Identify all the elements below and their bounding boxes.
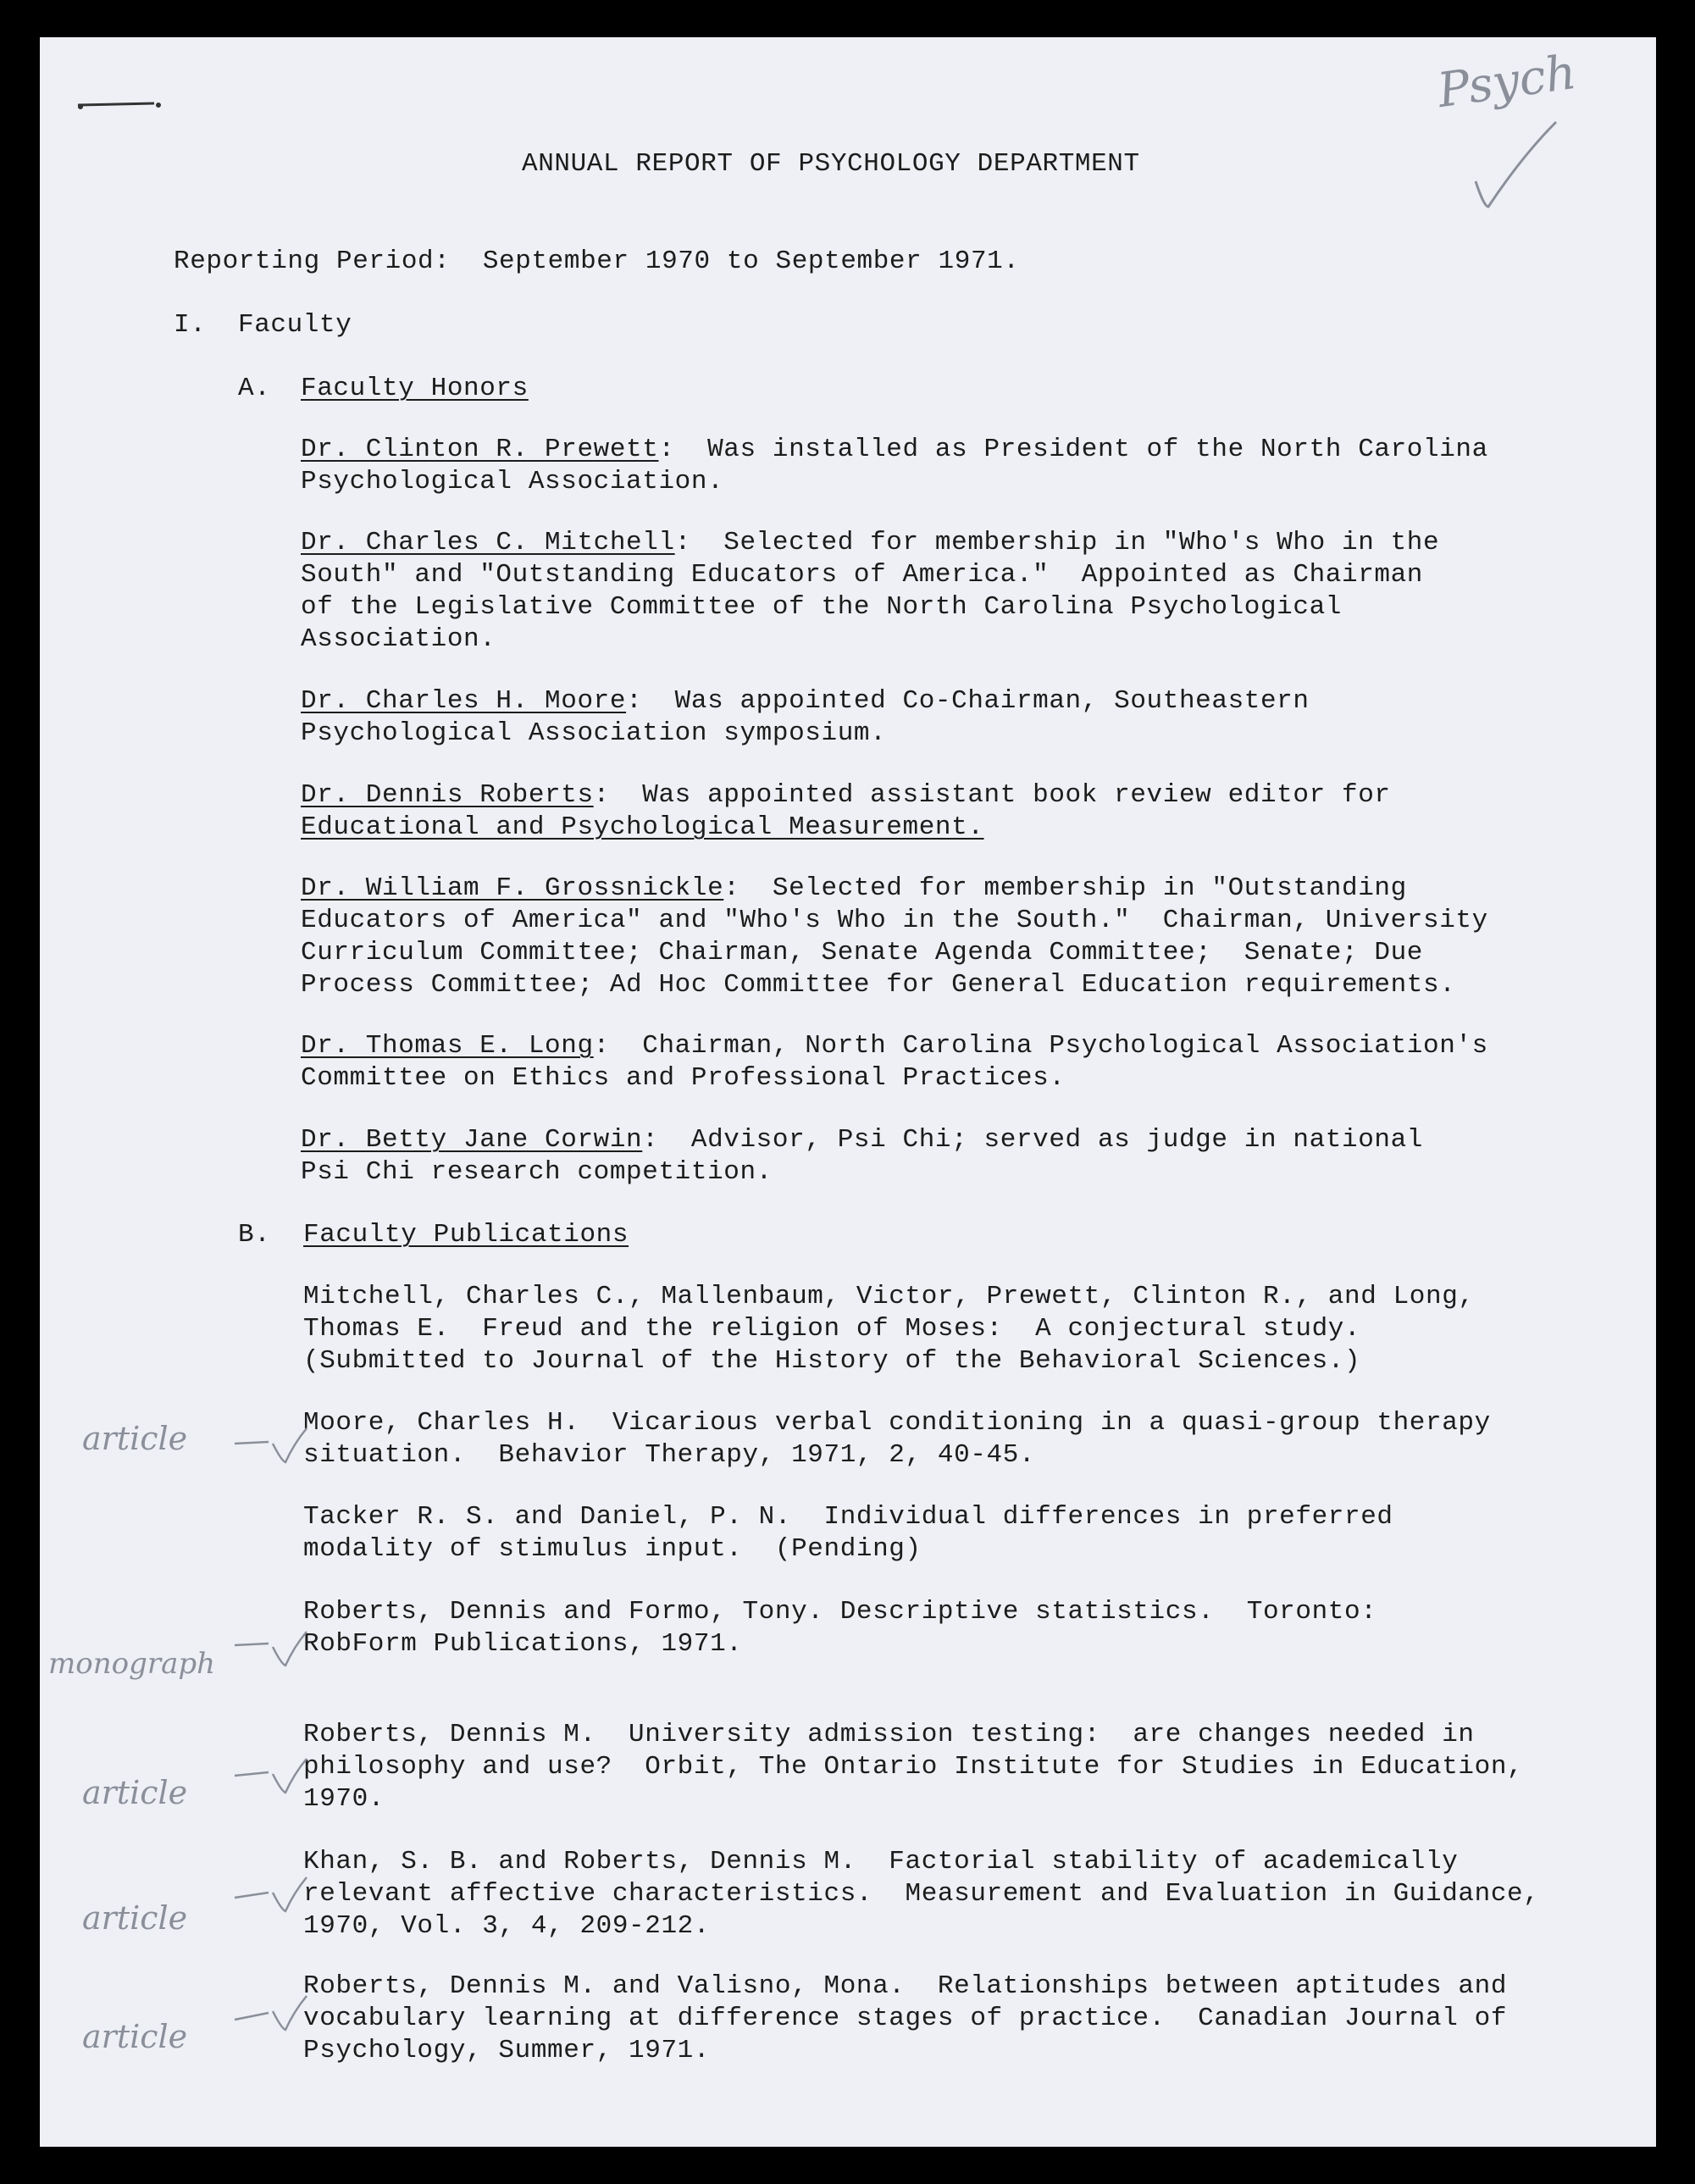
faculty-name: Dr. Dennis Roberts [301, 780, 594, 810]
subsection-heading: Faculty Honors [301, 374, 529, 403]
entry-text: : Selected for membership in "Outstanding [723, 873, 1407, 903]
reporting-period: Reporting Period: September 1970 to September 1971. [174, 247, 1020, 276]
margin-note: article [82, 1899, 188, 1937]
entry-text: 1970. [303, 1784, 385, 1814]
entry-text: Psi Chi research competition. [301, 1157, 773, 1187]
checkmark-icon [1471, 114, 1565, 215]
entry-text: Educators of America" and "Who's Who in the South." Chairman, University [301, 906, 1488, 935]
entry-text: : Advisor, Psi Chi; served as judge in national [642, 1125, 1424, 1155]
page-title: ANNUAL REPORT OF PSYCHOLOGY DEPARTMENT [522, 149, 1140, 179]
margin-note: article [82, 1774, 188, 1811]
entry-text: vocabulary learning at difference stages of practice. Canadian Journal of [303, 2004, 1508, 2033]
section-number: I. [174, 310, 207, 340]
entry-text: Mitchell, Charles C., Mallenbaum, Victor, Prewett, Clinton R., and Long, [303, 1282, 1475, 1311]
margin-note: monograph [48, 1647, 216, 1681]
entry-text: : Chairman, North Carolina Psychological Association's [593, 1031, 1488, 1061]
margin-note: article [82, 1420, 188, 1457]
entry-text: RobForm Publications, 1971. [303, 1629, 743, 1659]
entry-text: philosophy and use? Orbit, The Ontario Institute for Studies in Education, [303, 1752, 1524, 1782]
faculty-name: Dr. Charles H. Moore [301, 686, 627, 716]
subsection-letter: B. [238, 1220, 271, 1250]
entry-text: Tacker R. S. and Daniel, P. N. Individual differences in preferred [303, 1502, 1393, 1532]
pencil-check-icon [235, 1994, 311, 2037]
entry-text: South" and "Outstanding Educators of America." Appointed as Chairman [301, 560, 1424, 590]
entry-text: of the Legislative Committee of the North Carolina Psychological [301, 592, 1342, 622]
faculty-name: Dr. Thomas E. Long [301, 1031, 594, 1061]
entry-text: Committee on Ethics and Professional Practices. [301, 1063, 1066, 1093]
subsection-heading: Faculty Publications [303, 1220, 629, 1250]
entry-text: Roberts, Dennis M. University admission testing: are changes needed in [303, 1720, 1475, 1749]
entry-text: Moore, Charles H. Vicarious verbal conditioning in a quasi-group therapy [303, 1408, 1491, 1438]
entry-text: : Selected for membership in "Who's Who in the [674, 528, 1440, 557]
faculty-name: Dr. Charles C. Mitchell [301, 528, 675, 557]
pencil-check-icon [235, 1757, 311, 1799]
document-page [40, 37, 1656, 2147]
entry-text: Psychological Association symposium. [301, 718, 887, 748]
entry-text: Roberts, Dennis and Formo, Tony. Descriptive statistics. Toronto: [303, 1597, 1377, 1627]
corner-handwritten-note: Psych [1434, 44, 1580, 119]
entry-text: Process Committee; Ad Hoc Committee for General Education requirements. [301, 970, 1456, 1000]
faculty-name: Dr. William F. Grossnickle [301, 873, 724, 903]
entry-text: (Submitted to Journal of the History of the Behavioral Sciences.) [303, 1346, 1361, 1376]
entry-text: : Was installed as President of the North Carolina [658, 435, 1488, 464]
faculty-name: Dr. Betty Jane Corwin [301, 1125, 643, 1155]
pencil-check-icon [235, 1427, 311, 1469]
entry-text: Psychological Association. [301, 467, 724, 496]
entry-text: Curriculum Committee; Chairman, Senate Agenda Committee; Senate; Due [301, 938, 1424, 967]
entry-text: : Was appointed assistant book review editor for [593, 780, 1391, 810]
entry-text: Psychology, Summer, 1971. [303, 2036, 711, 2065]
entry-text: Khan, S. B. and Roberts, Dennis M. Factorial stability of academically [303, 1847, 1459, 1876]
entry-text: Roberts, Dennis M. and Valisno, Mona. Relationships between aptitudes and [303, 1971, 1508, 2001]
pencil-check-icon [235, 1876, 311, 1918]
entry-text: modality of stimulus input. (Pending) [303, 1534, 922, 1564]
staple-mark [74, 97, 167, 114]
subsection-letter: A. [238, 374, 271, 403]
section-label: Faculty [238, 310, 352, 340]
entry-text: situation. Behavior Therapy, 1971, 2, 40-45. [303, 1440, 1036, 1470]
entry-text: 1970, Vol. 3, 4, 209-212. [303, 1911, 711, 1941]
faculty-name: Dr. Clinton R. Prewett [301, 435, 659, 464]
entry-text: Thomas E. Freud and the religion of Moses: A conjectural study. [303, 1314, 1361, 1344]
margin-note: article [82, 2018, 188, 2055]
entry-text: Educational and Psychological Measurement. [301, 812, 984, 842]
entry-text: Association. [301, 624, 496, 654]
entry-text: relevant affective characteristics. Measurement and Evaluation in Guidance, [303, 1879, 1540, 1909]
entry-text: : Was appointed Co-Chairman, Southeastern [626, 686, 1310, 716]
pencil-check-icon [235, 1630, 311, 1672]
